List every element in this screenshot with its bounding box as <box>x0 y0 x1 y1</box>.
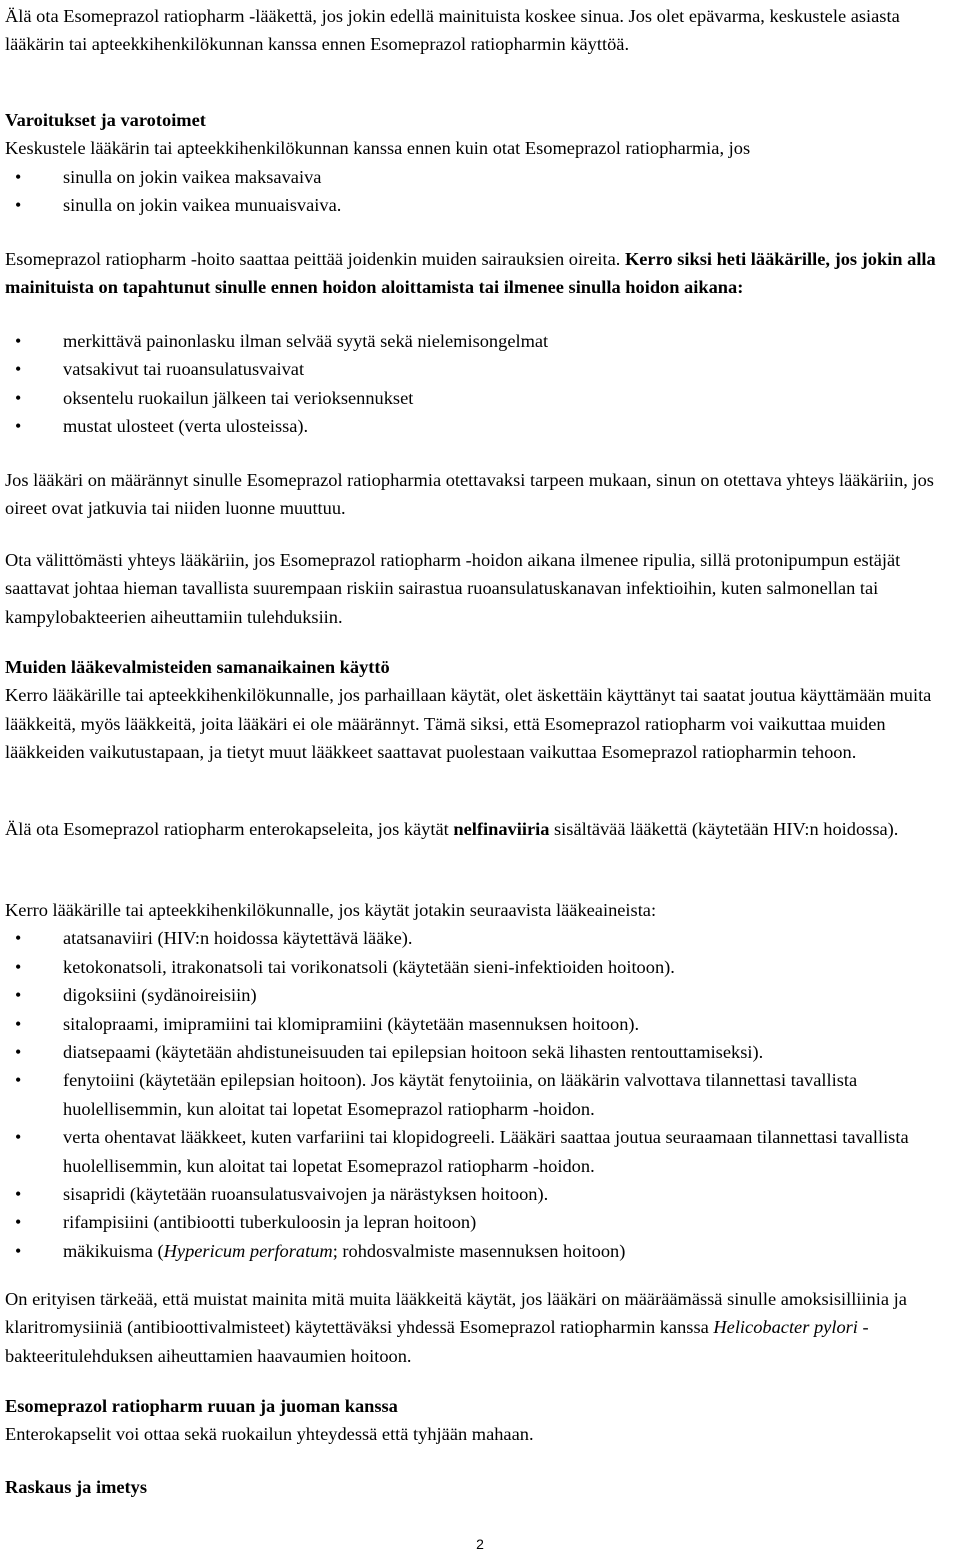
list-item: • merkittävä painonlasku ilman selvää syytä sekä nielemisongelmat <box>5 327 955 355</box>
other-meds-heading: Muiden lääkevalmisteiden samanaikainen käyttö <box>5 657 390 677</box>
interactions-block <box>5 896 955 1265</box>
page-number: 2 <box>476 1536 484 1552</box>
list-item: • diatsepaami (käytetään ahdistuneisuuden tai epilepsian hoitoon sekä lihasten rentouttamiseksi). <box>5 1038 955 1066</box>
diarrhea-paragraph: Ota välittömästi yhteys lääkäriin, jos Esomeprazol ratiopharm -hoidon aikana ilmenee ripulia, sillä protonipumpun estäjät saattavat johtaa hieman tavallista suurempaan riskiin sairastua ruoansulatuskanavan infektioihin, kuten salmonellan tai kampylobakteerien aiheuttamiin tulehduksiin. <box>5 550 901 627</box>
stjohn-latin-name: Hypericum perforatum <box>163 1240 333 1261</box>
as-needed-paragraph: Jos lääkäri on määrännyt sinulle Esomeprazol ratiopharmia otettavaksi tarpeen mukaan, sinun on otettava yhteys lääkäriin, jos oireet ovat jatkuvia tai niiden luonne muuttuu. <box>5 470 934 519</box>
food-section <box>5 1392 955 1449</box>
masking-paragraph <box>5 245 955 302</box>
warnings-heading: Varoitukset ja varotoimet <box>5 110 206 130</box>
helicobacter-text-end: -bakteeritulehduksen aiheuttamien haavaumien hoitoon. <box>5 1317 869 1366</box>
food-heading: Esomeprazol ratiopharm ruuan ja juoman kanssa <box>5 1396 398 1416</box>
other-meds-lead: Kerro lääkärille tai apteekkihenkilökunnalle, jos parhaillaan käytät, olet äskettäin käyttänyt tai saatat joutua käyttämään muita lääkkeitä, myös lääkkeitä, joita lääkäri ei ole määrännyt. Tämä siksi, että Esomeprazol ratiopharm voi vaikuttaa muiden lääkkeiden vaikutustapaan, ja tietyt muut lääkkeet saattavat puolestaan vaikuttaa Esomeprazol ratiopharmin tehoon. <box>5 685 932 763</box>
list-item: • digoksiini (sydänoireisiin) <box>5 981 955 1009</box>
list-item: • vatsakivut tai ruoansulatusvaivat <box>5 355 955 383</box>
stjohn-text: mäkikuisma ( <box>63 1240 164 1261</box>
stjohn-text-end: ; rohdosvalmiste masennuksen hoitoon) <box>332 1240 626 1261</box>
nelfinavir-text-end: sisältävää lääkettä (käytetään HIV:n hoidossa). <box>549 819 899 839</box>
list-item <box>5 1237 955 1265</box>
nelfinavir-text: Älä ota Esomeprazol ratiopharm enterokapseleita, jos käytät <box>5 819 454 839</box>
list-item: • fenytoiini (käytetään epilepsian hoitoon). Jos käytät fenytoiinia, on lääkärin valvottava tilannettasi tavallista huolellisemmin, kun aloitat tai lopetat Esomeprazol ratiopharm -hoidon. <box>5 1066 955 1123</box>
food-text: Enterokapselit voi ottaa sekä ruokailun yhteydessä että tyhjään mahaan. <box>5 1424 534 1445</box>
nelfinavir-paragraph <box>5 815 955 843</box>
warnings-list <box>5 163 955 220</box>
nelfinavir-bold: nelfinaviiria <box>453 819 550 839</box>
helicobacter-latin-name: Helicobacter pylori <box>713 1317 858 1338</box>
pregnancy-heading: Raskaus ja imetys <box>5 1477 148 1497</box>
list-item: • atatsanaviiri (HIV:n hoidossa käytettävä lääke). <box>5 924 955 952</box>
interactions-list <box>5 924 955 1265</box>
helicobacter-paragraph <box>5 1285 955 1370</box>
other-meds-section <box>5 653 955 767</box>
helicobacter-text: On erityisen tärkeää, että muistat mainita mitä muita lääkkeitä käytät, jos lääkäri on määräämässä sinulle amoksisilliinia ja klaritromysiiniä (antibioottivalmisteet) käytettäväksi yhdessä Esomeprazol ratiopharmin kanssa <box>5 1289 907 1338</box>
interactions-lead: Kerro lääkärille tai apteekkihenkilökunnalle, jos käytät jotakin seuraavista lääkeaineista: <box>5 900 657 920</box>
warnings-section <box>5 106 955 220</box>
intro-paragraph: Älä ota Esomeprazol ratiopharm -lääkettä, jos jokin edellä mainituista koskee sinua. Jos olet epävarma, keskustele asiasta lääkärin tai apteekkihenkilökunnan kanssa ennen Esomeprazol ratiopharmin käyttöä. <box>5 6 900 55</box>
list-item: • oksentelu ruokailun jälkeen tai verioksennukset <box>5 384 955 412</box>
masking-text: Esomeprazol ratiopharm -hoito saattaa peittää joidenkin muiden sairauksien oireita. <box>5 249 625 269</box>
masking-bold-text: Kerro siksi heti lääkärille, jos jokin alla mainituista on tapahtunut sinulle ennen hoidon aloittamista tai ilmenee sinulla hoidon aikana: <box>5 249 936 298</box>
list-item: • mustat ulosteet (verta ulosteissa). <box>5 412 955 440</box>
list-item: • sinulla on jokin vaikea munuaisvaiva. <box>5 191 955 219</box>
list-item: • verta ohentavat lääkkeet, kuten varfariini tai klopidogreeli. Lääkäri saattaa joutua seuraamaan tilannettasi tavallista huolellisemmin, kun aloitat tai lopetat Esomeprazol ratiopharm -hoidon. <box>5 1123 955 1180</box>
warnings-lead: Keskustele lääkärin tai apteekkihenkilökunnan kanssa ennen kuin otat Esomeprazol ratiopharmia, jos <box>5 138 751 159</box>
list-item: • ketokonatsoli, itrakonatsoli tai vorikonatsoli (käytetään sieni-infektioiden hoitoon). <box>5 953 955 981</box>
list-item: • sitalopraami, imipramiini tai klomipramiini (käytetään masennuksen hoitoon). <box>5 1010 955 1038</box>
symptoms-list <box>5 327 955 441</box>
list-item: • sisapridi (käytetään ruoansulatusvaivojen ja närästyksen hoitoon). <box>5 1180 955 1208</box>
list-item: • rifampisiini (antibiootti tuberkuloosin ja lepran hoitoon) <box>5 1208 955 1236</box>
list-item: • sinulla on jokin vaikea maksavaiva <box>5 163 955 191</box>
